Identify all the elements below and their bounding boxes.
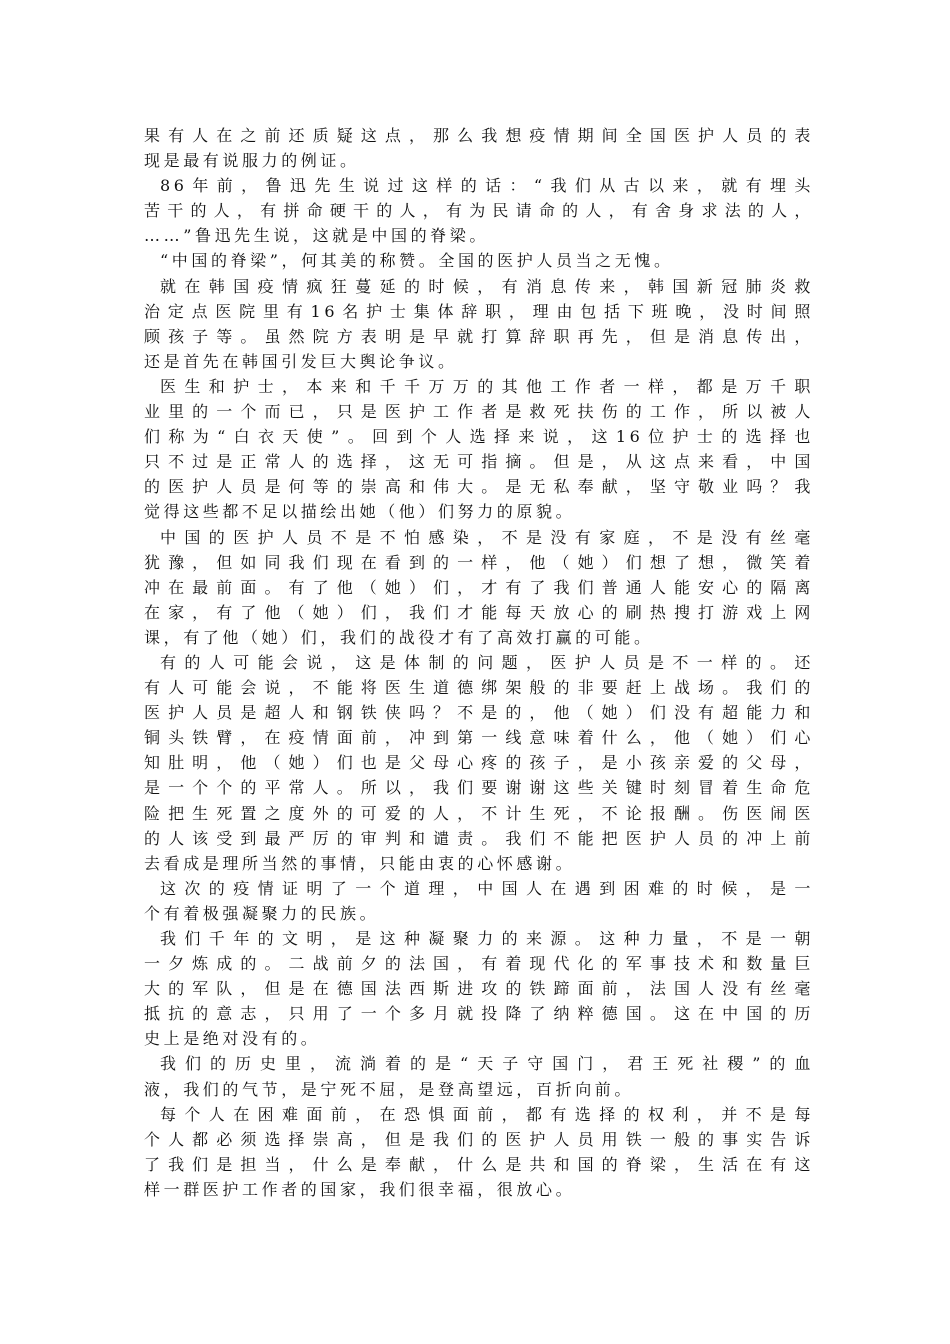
paragraph — [144, 274, 814, 374]
paragraph — [144, 1102, 814, 1202]
text-line: 有人可能会说，不能将医生道德绑架般的非要赶上战场。我们的 — [144, 678, 814, 698]
text-line: 冲在最前面。有了他（她）们，才有了我们普通人能安心的隔离 — [144, 577, 814, 597]
text-line: 治定点医院里有16名护士集体辞职，理由包括下班晚，没时间照 — [144, 301, 814, 321]
text-line: 的医护人员是何等的崇高和伟大。是无私奉献，坚守敬业吗？我 — [144, 477, 814, 497]
paragraph — [144, 374, 814, 525]
text-line: 中国的医护人员不是不怕感染，不是没有家庭，不是没有丝毫 — [160, 527, 814, 547]
text-line: 知肚明，他（她）们也是父母心疼的孩子，是小孩亲爱的父母， — [144, 753, 814, 773]
text-line: 的人该受到最严厉的审判和谴责。我们不能把医护人员的冲上前 — [144, 828, 814, 848]
paragraph — [144, 926, 814, 1051]
text-line: 史上是绝对没有的。 — [144, 1029, 321, 1049]
text-line: 还是首先在韩国引发巨大舆论争议。 — [144, 351, 458, 371]
text-line: 只不过是正常人的选择，这无可指摘。但是，从这点来看，中国 — [144, 452, 814, 472]
text-line: 医生和护士，本来和千千万万的其他工作者一样，都是万千职 — [160, 376, 814, 396]
text-line: 险把生死置之度外的可爱的人，不计生死，不论报酬。伤医闹医 — [144, 803, 814, 823]
text-line: 业里的一个而已，只是医护工作者是救死扶伤的工作，所以被人 — [144, 402, 814, 422]
text-line: 大的军队，但是在德国法西斯进攻的铁蹄面前，法国人没有丝毫 — [144, 979, 814, 999]
paragraph — [144, 876, 814, 926]
text-line: 果有人在之前还质疑这点，那么我想疫情期间全国医护人员的表 — [144, 126, 814, 145]
text-line: ……”鲁迅先生说，这就是中国的脊梁。 — [144, 226, 489, 246]
text-line: 86年前，鲁迅先生说过这样的话：“我们从古以来，就有埋头 — [160, 176, 814, 196]
paragraph — [144, 173, 814, 248]
text-line: 现是最有说服力的例证。 — [144, 151, 360, 171]
text-line: 去看成是理所当然的事情，只能由衷的心怀感谢。 — [144, 853, 576, 873]
text-line: 铜头铁臂，在疫情面前，冲到第一线意味着什么，他（她）们心 — [144, 728, 814, 748]
text-line: 了我们是担当，什么是奉献，什么是共和国的脊梁，生活在有这 — [144, 1154, 814, 1174]
text-line: 就在韩国疫情疯狂蔓延的时候，有消息传来，韩国新冠肺炎救 — [160, 276, 814, 296]
text-line: 医护人员是超人和钢铁侠吗？不是的，他（她）们没有超能力和 — [144, 703, 814, 723]
paragraph — [144, 650, 814, 876]
text-line: 顾孩子等。虽然院方表明是早就打算辞职再先，但是消息传出， — [144, 326, 814, 346]
text-line: 在家，有了他（她）们，我们才能每天放心的刷热搜打游戏上网 — [144, 602, 814, 622]
article-body — [144, 123, 814, 1202]
text-line: 个人都必须选择崇高，但是我们的医护人员用铁一般的事实告诉 — [144, 1129, 814, 1149]
text-line: 苦干的人，有拼命硬干的人，有为民请命的人，有舍身求法的人， — [144, 201, 814, 221]
text-line: 我们的历史里，流淌着的是“天子守国门，君王死社稷”的血 — [160, 1054, 814, 1074]
text-line: 有的人可能会说，这是体制的问题，医护人员是不一样的。还 — [160, 652, 814, 672]
text-line: 液，我们的气节，是宁死不屈，是登高望远，百折向前。 — [144, 1079, 635, 1099]
text-line: 课，有了他（她）们，我们的战役才有了高效打赢的可能。 — [144, 627, 654, 647]
text-line: 每个人在困难面前，在恐惧面前，都有选择的权利，并不是每 — [160, 1104, 814, 1124]
paragraph — [144, 248, 814, 273]
paragraph — [144, 525, 814, 650]
text-line: 犹豫，但如同我们现在看到的一样，他（她）们想了想，微笑着 — [144, 552, 814, 572]
text-line: 觉得这些都不足以描绘出她（他）们努力的原貌。 — [144, 502, 576, 522]
text-line: 一夕炼成的。二战前夕的法国，有着现代化的军事技术和数量巨 — [144, 954, 814, 974]
text-line: 个有着极强凝聚力的民族。 — [144, 903, 380, 923]
paragraph — [144, 1051, 814, 1101]
text-line: “中国的脊梁”，何其美的称赞。全国的医护人员当之无愧。 — [160, 251, 674, 271]
text-line: 这次的疫情证明了一个道理，中国人在遇到困难的时候，是一 — [160, 878, 814, 898]
paragraph — [144, 123, 814, 173]
text-line: 是一个个的平常人。所以，我们要谢谢这些关键时刻冒着生命危 — [144, 778, 814, 798]
text-line: 样一群医护工作者的国家，我们很幸福，很放心。 — [144, 1179, 576, 1199]
text-line: 们称为“白衣天使”。回到个人选择来说，这16位护士的选择也 — [144, 427, 814, 447]
text-line: 抵抗的意志，只用了一个多月就投降了纳粹德国。这在中国的历 — [144, 1004, 814, 1024]
text-line: 我们千年的文明，是这种凝聚力的来源。这种力量，不是一朝 — [160, 929, 814, 948]
